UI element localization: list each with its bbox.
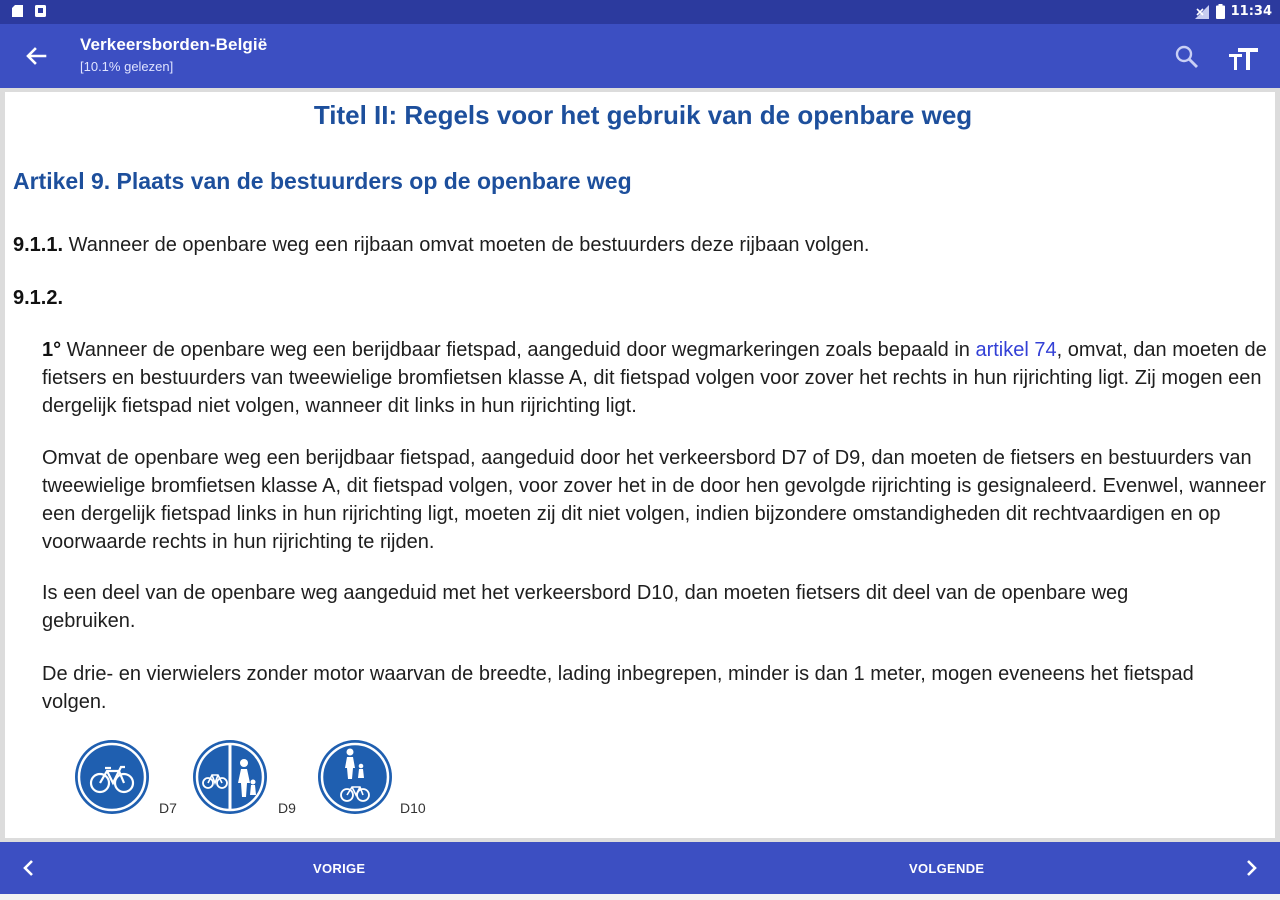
paragraph-number: 9.1.2.: [13, 287, 64, 309]
paragraph-number: 1°: [42, 339, 62, 361]
paragraph-number: 9.1.1.: [13, 234, 64, 256]
traffic-signs: [73, 738, 493, 818]
paragraph-3: Is een deel van de openbare weg aangeduid met het verkeersbord D10, dan moeten fietsers dit deel van de openbare weg gebruiken.: [42, 582, 1129, 632]
chevron-left-icon[interactable]: [18, 856, 40, 880]
bicycle-pedestrian-split-sign-icon: [191, 738, 269, 816]
notification-icon: [35, 5, 46, 17]
app-bar-titles: [80, 35, 267, 74]
reading-progress: [10.1% gelezen]: [80, 59, 174, 74]
back-arrow-icon[interactable]: [20, 40, 52, 72]
previous-button[interactable]: VORIGE: [313, 861, 366, 876]
paragraph-4: De drie- en vierwielers zonder motor waarvan de breedte, lading inbegrepen, minder is dan 1 meter, mogen eveneens het fietspad volgen.: [42, 663, 1194, 713]
next-button[interactable]: VOLGENDE: [909, 861, 985, 876]
search-icon[interactable]: [1174, 44, 1200, 70]
app-bar: [0, 24, 1280, 88]
text-size-icon[interactable]: [1228, 42, 1260, 70]
paragraph-2: Omvat de openbare weg een berijdbaar fietspad, aangeduid door het verkeersbord D7 of D9, dan moeten de fietsers en bestuurders van tweewielige bromfietsen klasse A, dit fietspad volgen, voor zover het in de door hen gevolgde rijrichting is gesignaleerd. Evenwel, wanneer een dergelijk fietspad links in hun rijrichting ligt, moeten zij dit niet volgen, indien bijzondere omstandigheden dit rechtvaardigen en op voorwaarde rechts in hun rijrichting te rijden.: [42, 447, 1267, 553]
paragraph-text: Wanneer de openbare weg een rijbaan omvat moeten de bestuurders deze rijbaan volgen.: [63, 234, 870, 256]
battery-icon: [1216, 4, 1225, 19]
paragraph-9-1-2-number: [13, 284, 63, 312]
clock: 11:34: [1230, 4, 1272, 19]
article-content: [5, 92, 1275, 838]
bottom-spacer: [0, 894, 1280, 900]
link-artikel-74[interactable]: artikel 74: [975, 339, 1057, 361]
sign-code-d10: D10: [400, 800, 426, 816]
paragraph-1: [42, 336, 1267, 420]
bicycle-sign-icon: [73, 738, 151, 816]
sign-code-d7: D7: [159, 800, 177, 816]
title-heading: Titel II: Regels voor het gebruik van de openbare weg: [313, 100, 973, 130]
pedestrian-bicycle-sign-icon: [316, 738, 394, 816]
sign-code-d9: D9: [278, 800, 296, 816]
app-title: Verkeersborden-België: [80, 35, 268, 54]
no-sim-signal-icon: [1194, 5, 1210, 19]
sd-card-icon: [12, 5, 23, 17]
chevron-right-icon[interactable]: [1240, 856, 1262, 880]
paragraph-text: Wanneer de openbare weg een berijdbaar fietspad, aangeduid door wegmarkeringen zoals bepaald in: [61, 339, 976, 361]
paragraph-text: , omvat, dan moeten de fietsers en bestuurders van tweewielige bromfietsen klasse A, dit fietspad volgen voor zover het rechts in hun rijrichting ligt. Zij mogen een dergelijk fietspad niet volgen, wanneer dit links in hun rijrichting ligt.: [42, 339, 1267, 417]
article-heading: Artikel 9. Plaats van de bestuurders op de openbare weg: [13, 168, 632, 194]
paragraph-9-1-1: [13, 231, 1263, 259]
bottom-navigation: [0, 842, 1280, 894]
status-bar: [0, 0, 1280, 24]
